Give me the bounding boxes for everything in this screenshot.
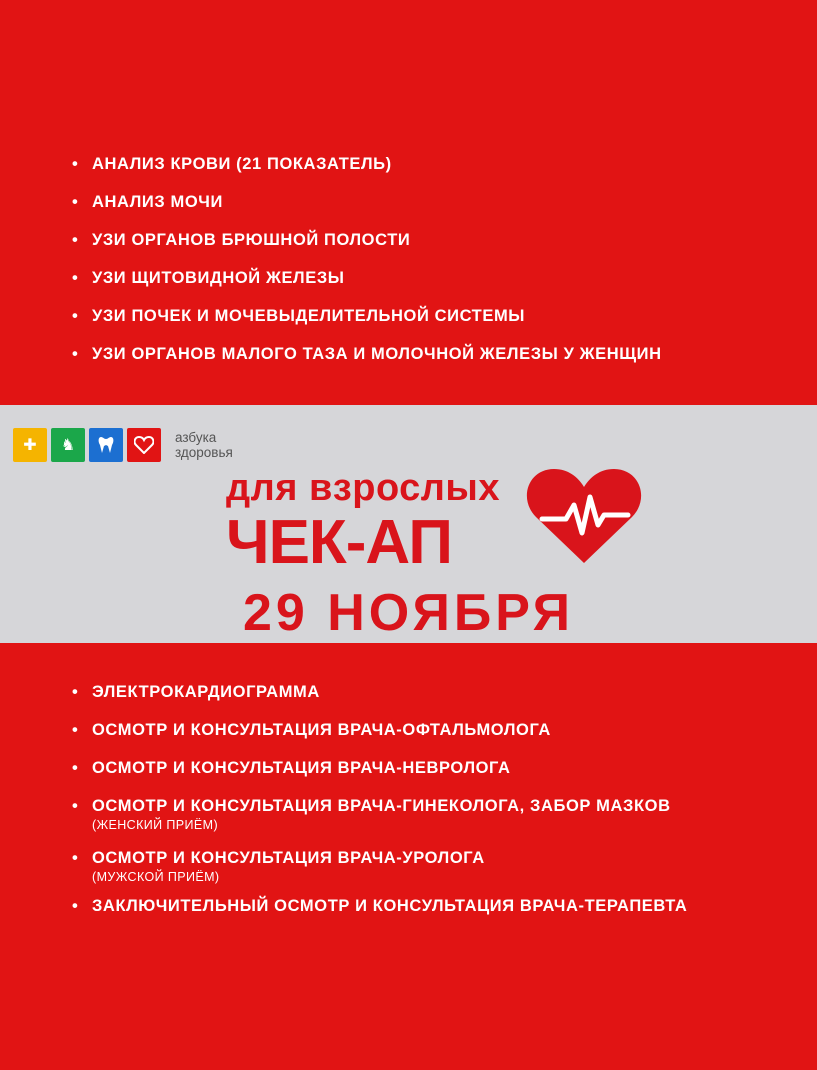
rocking-horse-icon: ♞ — [51, 428, 85, 462]
list-item-note: (МУЖСКОЙ ПРИЁМ) — [92, 870, 220, 884]
top-services-list — [72, 152, 662, 380]
bottom-services-list — [72, 680, 687, 932]
list-item: • ОСМОТР И КОНСУЛЬТАЦИЯ ВРАЧА-НЕВРОЛОГА — [72, 759, 511, 777]
list-item: • ОСМОТР И КОНСУЛЬТАЦИЯ ВРАЧА-ОФТАЛЬМОЛОГА — [72, 721, 551, 739]
heart-pulse-icon — [524, 467, 644, 567]
page-title: ЧЕК-АП — [226, 508, 452, 577]
list-item-note: (ЖЕНСКИЙ ПРИЁМ) — [92, 818, 219, 832]
list-item: • УЗИ ПОЧЕК И МОЧЕВЫДЕЛИТЕЛЬНОЙ СИСТЕМЫ — [72, 307, 526, 325]
puzzle-icon: ✚ — [13, 428, 47, 462]
list-item: • УЗИ ОРГАНОВ БРЮШНОЙ ПОЛОСТИ — [72, 231, 411, 249]
list-item: • ОСМОТР И КОНСУЛЬТАЦИЯ ВРАЧА-УРОЛОГА (МУЖСКОЙ ПРИЁМ) — [72, 846, 687, 894]
list-item: • ОСМОТР И КОНСУЛЬТАЦИЯ ВРАЧА-ГИНЕКОЛОГА, ЗАБОР МАЗКОВ (ЖЕНСКИЙ ПРИЁМ) — [72, 794, 687, 846]
brand-name: азбука здоровья — [175, 430, 233, 460]
event-date: 29 НОЯБРЯ — [242, 584, 575, 642]
tooth-icon — [89, 428, 123, 462]
audience-subtitle: для взрослых — [226, 467, 501, 509]
list-item: • АНАЛИЗ КРОВИ (21 ПОКАЗАТЕЛЬ) — [72, 155, 392, 173]
list-item: • ЗАКЛЮЧИТЕЛЬНЫЙ ОСМОТР И КОНСУЛЬТАЦИЯ ВРАЧА-ТЕРАПЕВТА — [72, 897, 688, 915]
heart-icon — [127, 428, 161, 462]
list-item: • ЭЛЕКТРОКАРДИОГРАММА — [72, 683, 320, 701]
list-item: • УЗИ ОРГАНОВ МАЛОГО ТАЗА И МОЛОЧНОЙ ЖЕЛЕЗЫ У ЖЕНЩИН — [72, 345, 662, 363]
list-item: • АНАЛИЗ МОЧИ — [72, 193, 223, 211]
list-item: • УЗИ ЩИТОВИДНОЙ ЖЕЛЕЗЫ — [72, 269, 345, 287]
hero-band — [0, 405, 817, 643]
brand-logo — [13, 428, 233, 462]
